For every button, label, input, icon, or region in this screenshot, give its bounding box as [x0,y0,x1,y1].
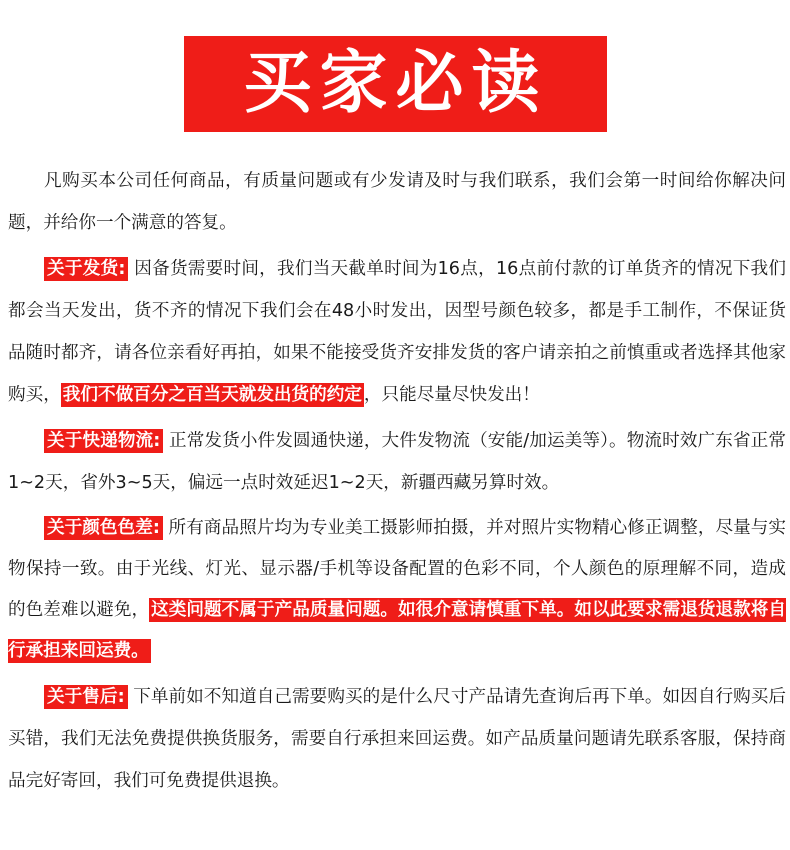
color-highlight: 这类问题不属于产品质量问题。如很介意请慎重下单。如以此要求需退货退款将自行承担来回运费。 [8,600,786,661]
title-banner [184,36,607,132]
color-paragraph [8,508,786,672]
page-title: 买家必读 [243,44,548,123]
intro-text: 凡购买本公司任何商品，有质量问题或有少发请及时与我们联系，我们会第一时间给你解决问题，并给你一个满意的答复。 [8,171,786,233]
after-sales-paragraph [8,676,786,802]
shipping-paragraph [8,248,786,416]
logistics-text: 正常发货小件发圆通快递，大件发物流（安能/加运美等）。物流时效广东省正常1~2天，省外3~5天，偏远一点时效延迟1~2天，新疆西藏另算时效。 [8,431,786,493]
notice-content [8,160,786,806]
intro-paragraph [8,160,786,244]
shipping-text: 因备货需要时间，我们当天截单时间为16点，16点前付款的订单货齐的情况下我们都会当天发出，货不齐的情况下我们会在48小时发出，因型号颜色较多，都是手工制作，不保证货品随时都齐，请各位亲看好再拍，如果不能接受货齐安排发货的客户请亲拍之前慎重或者选择其他家购买， [8,259,786,405]
shipping-label: 关于发货: [44,257,128,281]
color-text: 所有商品照片均为专业美工摄影师拍摄，并对照片实物精心修正调整，尽量与实物保持一致。由于光线、灯光、显示器/手机等设备配置的色彩不同，个人颜色的原理解不同，造成的色差难以避免， [8,518,786,620]
shipping-highlight: 我们不做百分之百当天就发出货的约定 [62,385,362,405]
color-label: 关于颜色色差: [44,516,163,540]
shipping-text-end: ，只能尽量尽快发出！ [363,385,540,405]
logistics-label: 关于快递物流: [44,429,163,453]
after-sales-text: 下单前如不知道自己需要购买的是什么尺寸产品请先查询后再下单。如因自行购买后买错，我们无法免费提供换货服务，需要自行承担来回运费。如产品质量问题请先联系客服，保持商品完好寄回，我们可免费提供退换。 [8,687,786,791]
logistics-paragraph [8,420,786,504]
after-sales-label: 关于售后: [44,685,128,709]
